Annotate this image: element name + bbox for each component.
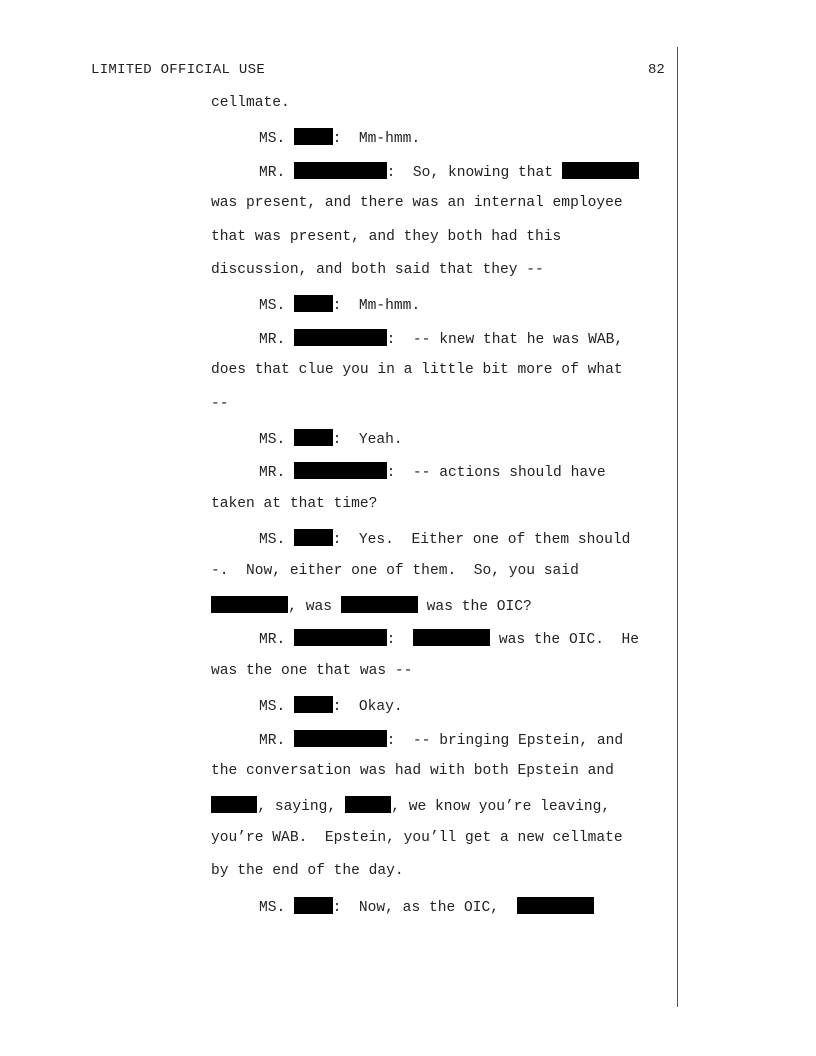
line-text: [259, 329, 623, 348]
line-text: [211, 262, 544, 278]
text-segment: : Now, as the OIC,: [332, 899, 517, 916]
line-text: [259, 128, 420, 147]
line-text: [259, 629, 639, 648]
text-segment: : Yes. Either one of them should: [332, 532, 631, 549]
transcript-line: [0, 596, 680, 616]
transcript-line: [0, 229, 680, 249]
text-segment: the conversation was had with both Epstein and: [211, 763, 614, 779]
line-text: [211, 195, 623, 211]
redaction-box: [211, 596, 288, 613]
line-text: [211, 95, 290, 111]
transcript-line: [0, 563, 680, 583]
redaction-box: [294, 629, 387, 646]
text-segment: : -- actions should have: [386, 465, 606, 482]
line-text: [259, 295, 420, 314]
transcript-line: [0, 796, 680, 816]
line-text: [211, 362, 623, 378]
text-segment: MS.: [259, 532, 295, 549]
line-text: [211, 496, 377, 512]
transcript-line: [0, 663, 680, 683]
redaction-box: [294, 429, 333, 446]
text-segment: , we know you’re leaving,: [391, 799, 611, 816]
transcript-line: [0, 95, 680, 115]
line-text: [211, 863, 404, 879]
text-segment: : Mm-hmm.: [332, 131, 421, 148]
text-segment: cellmate.: [211, 95, 290, 111]
redaction-box: [294, 295, 333, 312]
line-text: [211, 229, 561, 245]
transcript-line: [0, 730, 680, 750]
redaction-box: [413, 629, 490, 646]
transcript-line: [0, 496, 680, 516]
text-segment: : Yeah.: [332, 432, 403, 448]
text-segment: MS.: [259, 699, 295, 716]
redaction-box: [294, 730, 387, 747]
line-text: [259, 730, 623, 749]
line-text: [259, 429, 403, 448]
redaction-box: [294, 897, 333, 914]
transcript-line: [0, 863, 680, 883]
text-segment: -. Now, either one of them. So, you said: [211, 562, 579, 579]
text-segment: MR.: [259, 465, 295, 482]
line-text: [259, 462, 606, 481]
transcript-line: [0, 128, 680, 148]
text-segment: MR.: [259, 632, 295, 649]
transcript-line: [0, 396, 680, 416]
redaction-box: [517, 897, 594, 914]
text-segment: --: [211, 395, 229, 412]
line-text: [211, 396, 229, 412]
line-text: [211, 830, 623, 846]
text-segment: : Mm-hmm.: [332, 298, 421, 315]
line-text: [259, 696, 403, 715]
transcript-line: [0, 195, 680, 215]
line-text: [211, 763, 614, 779]
page-header-label: LIMITED OFFICIAL USE: [91, 62, 266, 78]
text-segment: was the OIC. He: [490, 632, 640, 649]
transcript-line: [0, 629, 680, 649]
line-text: [211, 563, 579, 579]
text-segment: MR.: [259, 732, 295, 749]
transcript-line: [0, 162, 680, 182]
transcript-line: [0, 897, 680, 917]
text-segment: was present, and there was an internal employee: [211, 195, 623, 212]
text-segment: was the OIC?: [417, 599, 532, 615]
redaction-box: [562, 162, 639, 179]
redaction-box: [345, 796, 391, 813]
line-text: [259, 897, 594, 916]
text-segment: : -- bringing Epstein, and: [386, 732, 624, 749]
transcript-line: [0, 295, 680, 315]
page-number: 82: [648, 62, 665, 78]
text-segment: : So, knowing that: [386, 164, 562, 181]
text-segment: taken at that time?: [211, 495, 378, 512]
redaction-box: [294, 529, 333, 546]
text-segment: , saying,: [257, 799, 345, 816]
transcript-line: [0, 262, 680, 282]
line-text: [259, 162, 639, 181]
transcript-line: [0, 329, 680, 349]
redaction-box: [294, 329, 387, 346]
line-text: [259, 529, 630, 548]
text-segment: was the one that was --: [211, 662, 413, 679]
transcript-line: [0, 362, 680, 382]
text-segment: that was present, and they both had this: [211, 228, 562, 245]
redaction-box: [294, 128, 333, 145]
transcript-line: [0, 429, 680, 449]
redaction-box: [211, 796, 257, 813]
line-text: [211, 796, 610, 815]
redaction-box: [341, 596, 418, 613]
text-segment: discussion, and both said that they --: [211, 262, 544, 278]
text-segment: MR.: [259, 331, 295, 348]
text-segment: MR.: [259, 164, 295, 181]
text-segment: : -- knew that he was WAB,: [386, 331, 624, 348]
line-text: [211, 663, 412, 679]
text-segment: does that clue you in a little bit more of what: [211, 362, 623, 379]
transcript-line: [0, 830, 680, 850]
transcript-line: [0, 763, 680, 783]
transcript-line: [0, 696, 680, 716]
text-segment: , was: [288, 599, 341, 615]
text-segment: MS.: [259, 131, 295, 148]
redaction-box: [294, 162, 387, 179]
transcript-line: [0, 529, 680, 549]
text-segment: by the end of the day.: [211, 863, 404, 880]
text-segment: MS.: [259, 298, 295, 315]
redaction-box: [294, 462, 387, 479]
redaction-box: [294, 696, 333, 713]
text-segment: MS.: [259, 899, 295, 916]
transcript-line: [0, 462, 680, 482]
text-segment: : Okay.: [332, 699, 403, 716]
text-segment: :: [386, 632, 413, 649]
text-segment: you’re WAB. Epstein, you’ll get a new cellmate: [211, 829, 623, 846]
line-text: [211, 596, 532, 615]
text-segment: MS.: [259, 432, 295, 448]
